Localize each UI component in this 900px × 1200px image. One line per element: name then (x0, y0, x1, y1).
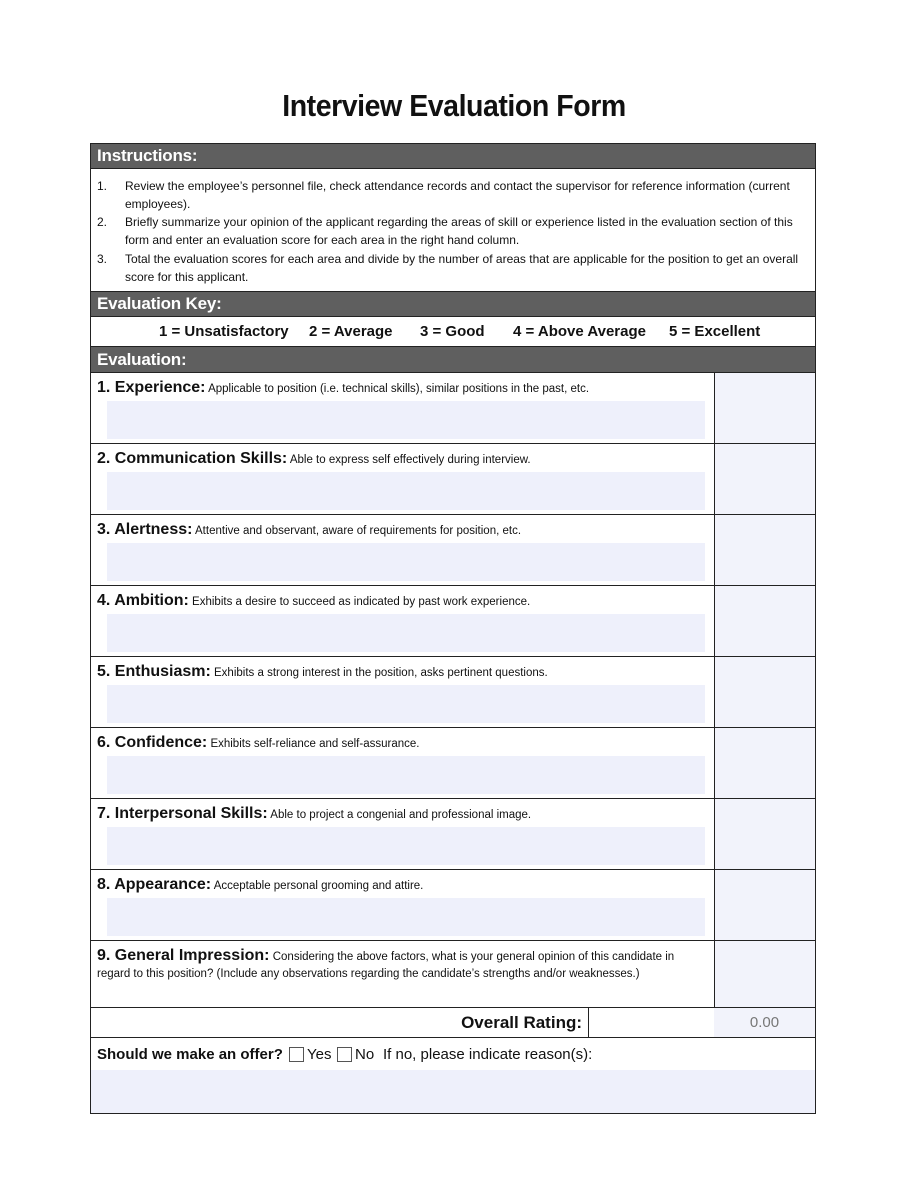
evaluation-key-heading: Evaluation Key: (91, 292, 815, 317)
criterion-description: Able to express self effectively during interview. (289, 454, 531, 466)
criterion-description: Exhibits a desire to succeed as indicated by past work experience. (192, 596, 531, 608)
evaluation-row-appearance (91, 870, 815, 941)
overall-rating-row (91, 1008, 815, 1038)
criterion-description: Exhibits self-reliance and self-assurance. (210, 738, 420, 750)
criterion-description: Exhibits a strong interest in the position, asks pertinent questions. (214, 667, 548, 679)
alertness-comment-field[interactable] (107, 543, 705, 581)
enthusiasm-score-field[interactable] (714, 657, 815, 727)
criterion-description: Able to project a congenial and professional image. (270, 809, 532, 821)
evaluation-label (97, 876, 707, 895)
experience-comment-field[interactable] (107, 401, 705, 439)
criterion-description: Attentive and observant, aware of requirements for position, etc. (195, 525, 522, 537)
enthusiasm-comment-field[interactable] (107, 685, 705, 723)
overall-rating-spacer (589, 1008, 715, 1037)
no-checkbox[interactable] (337, 1047, 352, 1062)
criterion-name: 2. Communication Skills: (97, 450, 288, 467)
reason-label: If no, please indicate reason(s): (383, 1046, 593, 1063)
offer-question: Should we make an offer? (97, 1046, 283, 1063)
experience-score-field[interactable] (714, 373, 815, 443)
instruction-text: Review the employee’s personnel file, check attendance records and contact the supervisor for reference information (current employees). (125, 179, 790, 211)
key-item-5: 5 = Excellent (669, 323, 761, 340)
evaluation-label (97, 379, 707, 398)
interpersonal-score-field[interactable] (714, 799, 815, 869)
evaluation-row-experience (91, 373, 815, 444)
communication-comment-field[interactable] (107, 472, 705, 510)
evaluation-label (97, 450, 707, 469)
criterion-name: 3. Alertness: (97, 521, 193, 538)
evaluation-label (97, 805, 707, 824)
criterion-name: 9. General Impression: (97, 947, 270, 964)
no-label: No (355, 1046, 375, 1063)
instructions-list (91, 169, 815, 292)
communication-score-field[interactable] (714, 444, 815, 514)
ambition-comment-field[interactable] (107, 614, 705, 652)
overall-rating-label-cell (91, 1008, 589, 1037)
instruction-number: 3. (97, 252, 108, 266)
evaluation-row-confidence (91, 728, 815, 799)
evaluation-form (90, 143, 816, 1114)
criterion-description: Considering the above factors, what is your general opinion of this candidate in regard to this position? (Include any observations regarding the candidate’s strengths and/or weaknesses.) (97, 951, 675, 980)
evaluation-label (97, 592, 707, 611)
criterion-description: Acceptable personal grooming and attire. (213, 880, 424, 892)
instruction-text: Total the evaluation scores for each area and divide by the number of areas that are applicable for the position to get an overall score for this applicant. (125, 252, 799, 284)
confidence-score-field[interactable] (714, 728, 815, 798)
key-item-4: 4 = Above Average (513, 323, 646, 340)
criterion-name: 5. Enthusiasm: (97, 663, 211, 680)
overall-rating-label: Overall Rating: (461, 1013, 582, 1032)
confidence-comment-field[interactable] (107, 756, 705, 794)
criterion-name: 4. Ambition: (97, 592, 189, 609)
appearance-score-field[interactable] (714, 870, 815, 940)
key-item-1: 1 = Unsatisfactory (159, 323, 289, 340)
evaluation-row-communication (91, 444, 815, 515)
yes-checkbox[interactable] (289, 1047, 304, 1062)
offer-row (91, 1038, 815, 1113)
criterion-description: Applicable to position (i.e. technical skills), similar positions in the past, etc. (208, 383, 590, 395)
evaluation-row-ambition (91, 586, 815, 657)
criterion-name: 6. Confidence: (97, 734, 208, 751)
criterion-name: 8. Appearance: (97, 876, 212, 893)
appearance-comment-field[interactable] (107, 898, 705, 936)
key-item-3: 3 = Good (420, 323, 485, 340)
evaluation-row-enthusiasm (91, 657, 815, 728)
evaluation-label (97, 521, 707, 540)
evaluation-label (97, 947, 707, 983)
evaluation-row-alertness (91, 515, 815, 586)
criterion-name: 7. Interpersonal Skills: (97, 805, 268, 822)
evaluation-label (97, 734, 707, 753)
evaluation-row-general-impression (91, 941, 815, 1008)
instruction-number: 2. (97, 215, 108, 229)
overall-rating-value: 0.00 (714, 1008, 815, 1037)
alertness-score-field[interactable] (714, 515, 815, 585)
instruction-number: 1. (97, 179, 108, 193)
general-impression-score-field[interactable] (714, 941, 815, 1007)
instruction-text: Briefly summarize your opinion of the applicant regarding the areas of skill or experience listed in the evaluation section of this form and enter an evaluation score for each area in the right hand column. (125, 215, 793, 247)
key-item-2: 2 = Average (309, 323, 393, 340)
evaluation-key (91, 317, 815, 347)
evaluation-heading: Evaluation: (91, 347, 815, 373)
reason-field[interactable] (91, 1070, 815, 1113)
page-title: Interview Evaluation Form (282, 88, 626, 123)
yes-label: Yes (307, 1046, 332, 1063)
instructions-heading: Instructions: (91, 144, 815, 169)
evaluation-label (97, 663, 707, 682)
criterion-name: 1. Experience: (97, 379, 206, 396)
interpersonal-comment-field[interactable] (107, 827, 705, 865)
evaluation-row-interpersonal (91, 799, 815, 870)
ambition-score-field[interactable] (714, 586, 815, 656)
